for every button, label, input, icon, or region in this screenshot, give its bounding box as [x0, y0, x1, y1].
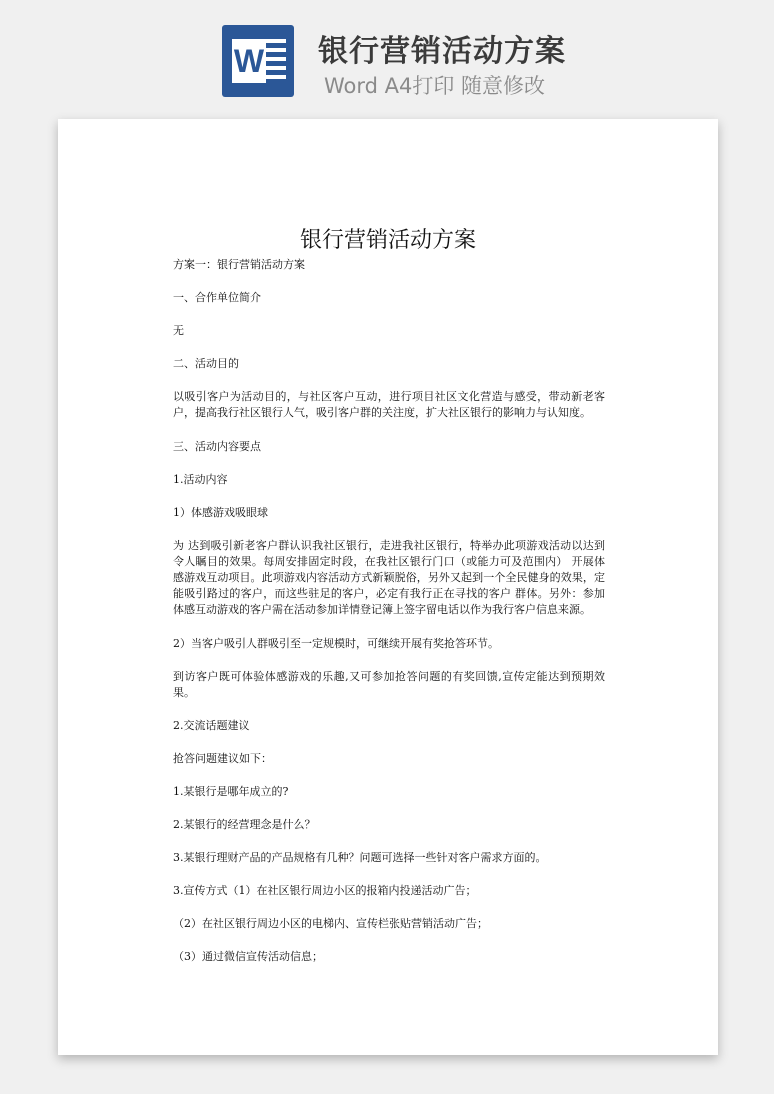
- list-item: 2.某银行的经营理念是什么？: [173, 818, 316, 831]
- list-item: （3）通过微信宣传活动信息；: [173, 950, 323, 963]
- word-document-icon: [222, 25, 294, 97]
- paragraph: 为 达到吸引新老客户群认识我社区银行，走进我社区银行，特举办此项游戏活动以达到令人瞩目的效果。每周安排固定时段，在我社区银行门口（或能力可及范围内） 开展体感游戏互动项目。此项游戏内容活动方式新颖脱俗，另外又起到一个全民健身的效果，定能吸引路过的客户，而这些驻足的客户，必定有我行正在寻找的客户 群体。另外：参加体感互动游戏的客户需在活动参加详情登记簿上签字留电话以作为我行客户信息来源。: [173, 539, 605, 616]
- banner-subtitle: Word A4打印 随意修改: [324, 74, 546, 98]
- paragraph: 抢答问题建议如下：: [173, 752, 272, 765]
- header-banner: [0, 0, 774, 115]
- list-item: 1.某银行是哪年成立的?: [173, 785, 289, 798]
- paragraph: 到访客户既可体验体感游戏的乐趣,又可参加抢答问题的有奖回馈,宣传定能达到预期效果。: [173, 670, 605, 699]
- document-body: [173, 257, 605, 982]
- document-title: 银行营销活动方案: [299, 228, 476, 253]
- section-heading: 三、活动内容要点: [173, 440, 261, 453]
- section-heading: 一、合作单位简介: [173, 291, 261, 304]
- list-item: 3.宣传方式（1）在社区银行周边小区的报箱内投递活动广告；: [173, 884, 477, 897]
- subsection-heading: 1.活动内容: [173, 473, 228, 486]
- list-item: 3.某银行理财产品的产品规格有几种？问题可选择一些针对客户需求方面的。: [173, 851, 547, 864]
- subsection-heading: 2.交流话题建议: [173, 719, 250, 732]
- subsection-heading: 1）体感游戏吸眼球: [173, 506, 268, 519]
- banner-title: 银行营销活动方案: [318, 34, 566, 69]
- section-heading: 二、活动目的: [173, 357, 239, 370]
- paragraph: 无: [173, 324, 184, 337]
- paragraph: 2）当客户吸引人群吸引至一定规模时，可继续开展有奖抢答环节。: [173, 637, 499, 650]
- word-icon-letter: W: [232, 39, 266, 83]
- paragraph: 方案一：银行营销活动方案: [173, 258, 305, 271]
- watermark: [90, 479, 114, 508]
- document-page: [58, 119, 718, 1055]
- paragraph: 以吸引客户为活动目的，与社区客户互动，进行项目社区文化营造与感受，带动新老客户，提高我行社区银行人气，吸引客户群的关注度，扩大社区银行的影响力与认知度。: [173, 390, 605, 419]
- list-item: （2）在社区银行周边小区的电梯内、宣传栏张贴营销活动广告；: [173, 917, 488, 930]
